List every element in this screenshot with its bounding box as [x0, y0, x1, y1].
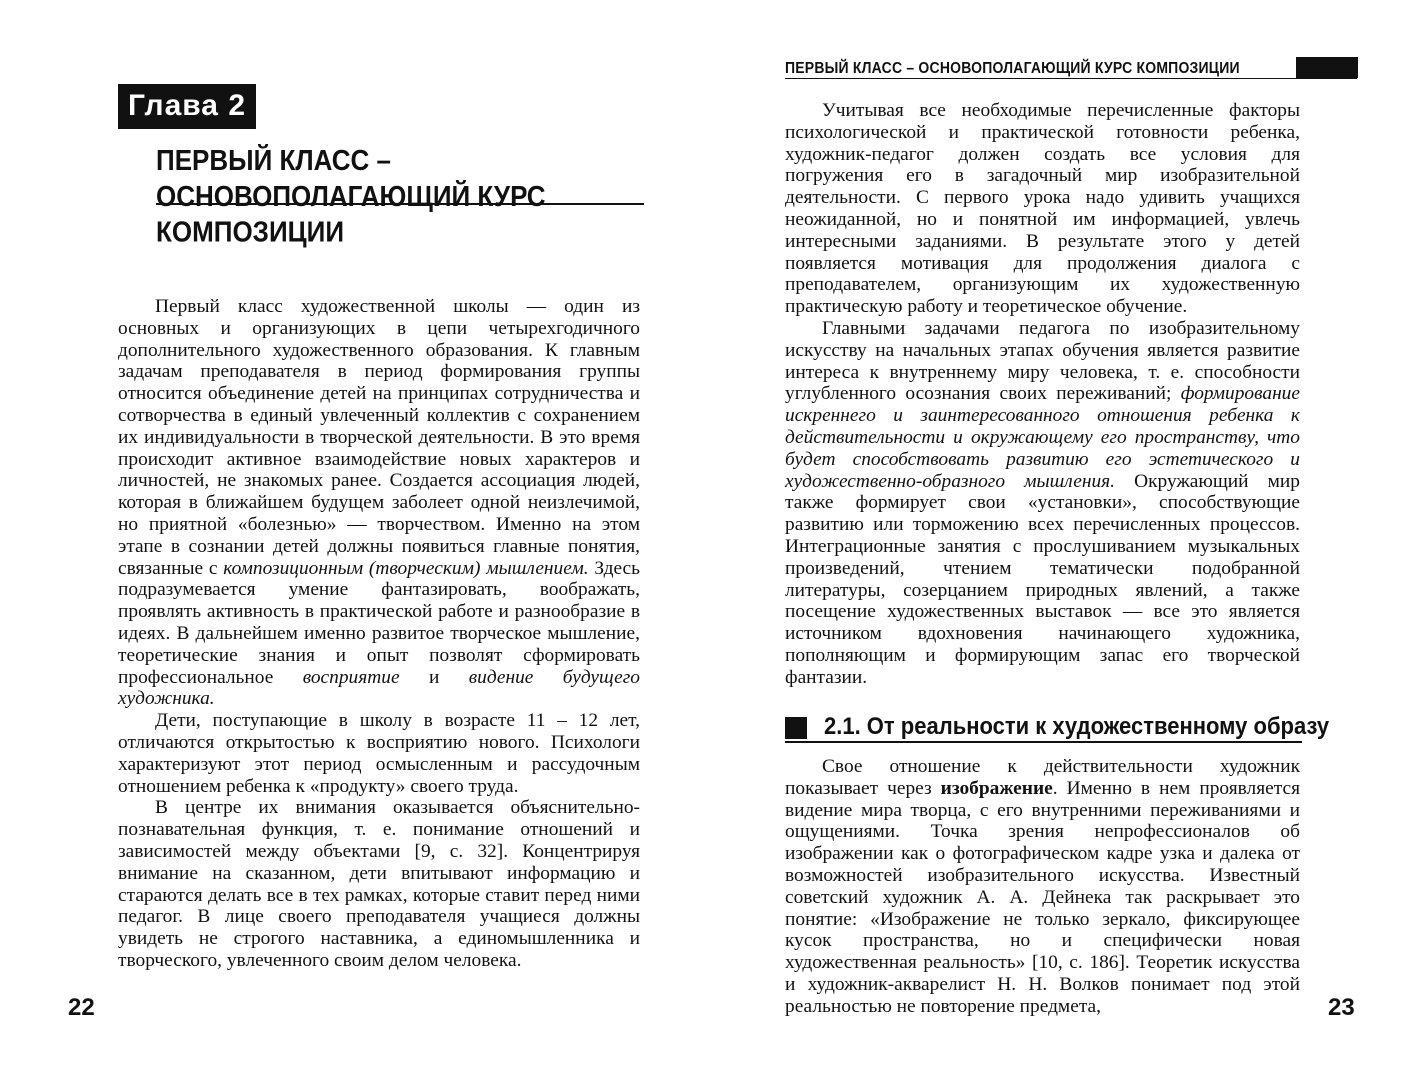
section-title: 2.1. От реальности к художественному образу	[824, 712, 1330, 740]
right-body-text-bottom	[785, 756, 1300, 1018]
left-body-text	[118, 296, 640, 972]
text-run: Свое отношение к действительности художник показывает через	[785, 756, 1300, 799]
italic-run: композиционным (творческим) мышлением.	[223, 557, 589, 579]
text-run: . Именно в нем проявляется видение мира творца, с его внутренними переживаниями и ощущениями. Точка зрения непрофессионалов об изображении как о фотографическом кадре узка и далека от возможностей изобразительного искусства. Известный советский художник А. А. Дейнека так раскрывает это понятие: «Изображение не только зеркало, фиксирующее кусок пространства, но и специфически новая художественная реальность» [10, с. 186]. Теоретик искусства и художник-акварелист Н. Н. Волков понимает под этой реальностью не повторение предмета,	[785, 777, 1300, 1017]
running-header-rule	[785, 78, 1357, 79]
text-run: Окружающий мир также формирует свои «установки», способствующие развитию или торможению всех перечисленных процессов. Интеграционные занятия с прослушиванием музыкальных произведений, чтением тематически подобранной литературы, созерцанием природных явлений, а также посещение художественных выставок — все это является источником вдохновения начинающего художника, пополняющим и формирующим запас его творческой фантазии.	[785, 470, 1300, 688]
running-header-black-tab	[1296, 57, 1358, 78]
bold-term: изображение	[940, 777, 1053, 799]
text-run: и	[399, 666, 469, 688]
chapter-label: Глава 2	[118, 84, 256, 129]
text-run: Учитывая все необходимые перечисленные факторы психологической и практической готовности ребенка, художник-педагог должен создать все условия для погружения его в загадочный мир изобразительной деятельности. С первого урока надо удивить учащихся неожиданной, но и понятной им информацией, увлечь интересными заданиями. В результате этого у детей появляется мотивация для продолжения диалога с преподавателем, организующим их художественную практическую работу и теоретическое обучение.	[785, 100, 1300, 318]
paragraph	[785, 100, 1300, 318]
text-run: Дети, поступающие в школу в возрасте 11 – 12 лет, отличаются открытостью к восприятию нового. Психологи характеризуют этот период осмысленным и рассудочным отношением ребенка к «продукту» своего труда.	[118, 710, 640, 797]
text-run: В центре их внимания оказывается объяснительно-познавательная функция, т. е. понимание отношений и зависимостей между объектами [9, с. 32]. Концентрируя внимание на сказанном, дети впитывают информацию и стараются делать все в тех рамках, которые ставит перед ними педагог. В лице своего преподавателя учащиеся должны увидеть не строгого наставника, а единомышленника и творческого, увлеченного своим делом человека.	[118, 797, 640, 971]
italic-run: видение будущего художника.	[118, 666, 640, 710]
text-run: Здесь подразумевается умение фантазировать, воображать, проявлять активность в практической работе и разнообразие в идеях. В дальнейшем именно развитое творческое мышление, теоретические знания и опыт позволят сформировать профессиональное	[118, 557, 641, 688]
paragraph	[118, 797, 640, 971]
page-number-right: 23	[1328, 994, 1355, 1021]
paragraph	[785, 756, 1300, 1018]
paragraph	[785, 318, 1300, 689]
chapter-title: ПЕРВЫЙ КЛАСС – ОСНОВОПОЛАГАЮЩИЙ КУРС КОМПОЗИЦИИ	[156, 143, 546, 249]
text-run: Главными задачами педагога по изобразительному искусству на начальных этапах обучения является развитие интереса к внутреннему миру человека, т. е. способности углубленного осознания своих переживаний;	[785, 317, 1300, 405]
paragraph	[118, 710, 640, 797]
italic-run: формирование искреннего и заинтересованного отношения ребенка к действительности и окружающему его пространству, что будет способствовать развитию его эстетического и художественно-образного мышления.	[785, 383, 1300, 492]
chapter-title-underline	[156, 203, 644, 205]
right-body-text-top	[785, 100, 1300, 689]
paragraph	[118, 296, 640, 710]
italic-run: восприятие	[302, 666, 400, 688]
text-run: Первый класс художественной школы — один из основных и организующих в цепи четырехгодичного дополнительного художественного образования. К главным задачам преподавателя в период формирования группы относится объединение детей на принципах сотрудничества и сотворчества в единый увлеченный коллектив с сохранением их индивидуальности в творческой деятельности. В это время происходит активное взаимодействие новых характеров и личностей, не знакомых ранее. Создается ассоциация людей, которая в ближайшем будущем заболеет одной неизлечимой, но приятной «болезнью» — творчеством. Именно на этом этапе в сознании детей должны появиться главные понятия, связанные с	[118, 296, 640, 579]
page-number-left: 22	[68, 994, 95, 1021]
running-header: ПЕРВЫЙ КЛАСС – ОСНОВОПОЛАГАЮЩИЙ КУРС КОМПОЗИЦИИ	[785, 58, 1240, 77]
section-title-underline	[785, 741, 1302, 743]
section-marker-square	[785, 717, 807, 739]
